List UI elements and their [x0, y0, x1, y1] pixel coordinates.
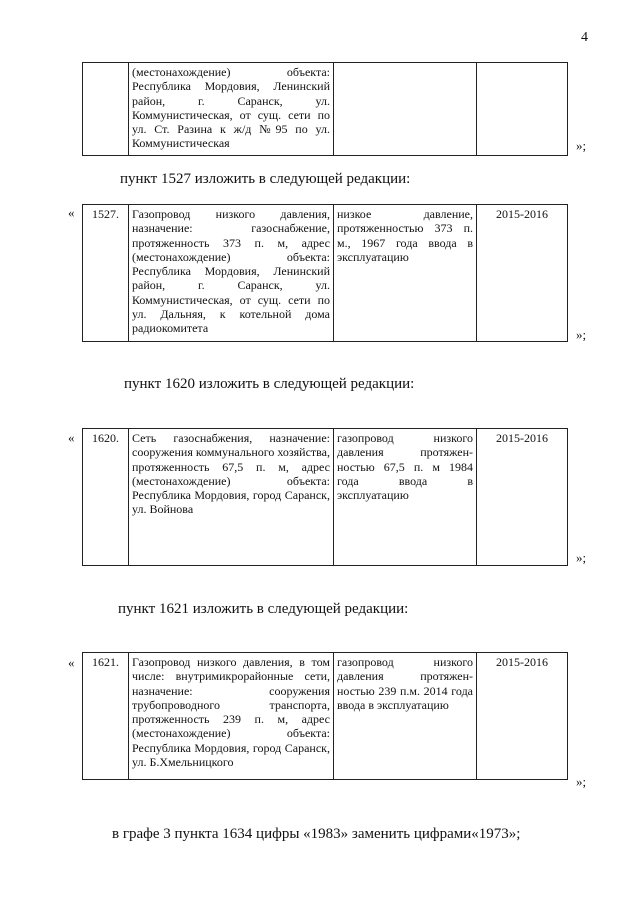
closing-quote: »;: [576, 550, 587, 565]
closing-quote: »;: [576, 327, 587, 342]
object-name-cell: Газопровод низкого давления, назначение: газоснабжение, протяженность 373 п. м, адрес (местонахождение) объекта: Республика Мордовия, Ленинский район, г. Саранск, ул. Коммунистическая, от сущ. сети по ул. Дальняя, к котельной дома радиокомитета: [129, 205, 334, 342]
item-number-cell: 1527.: [83, 205, 129, 342]
item-number-cell: [83, 63, 129, 156]
register-table-1620: [82, 428, 568, 566]
years-cell: 2015-2016: [477, 653, 568, 780]
years-cell: 2015-2016: [477, 205, 568, 342]
instruction-paragraph-1620: пункт 1620 изложить в следующей редакции:: [124, 376, 415, 392]
object-description-cell: низкое давление, протяженностью 373 п. м., 1967 года ввода в эксплуатацию: [334, 205, 477, 342]
table-row: [83, 205, 568, 342]
opening-quote: «: [68, 655, 75, 670]
item-number-cell: 1620.: [83, 429, 129, 566]
opening-quote: «: [68, 430, 75, 445]
object-description-cell: [334, 63, 477, 156]
object-name-cell: (местонахождение) объекта: Республика Мордовия, Ленинский район, г. Саранск, ул. Коммунистическая, от сущ. сети по ул. Ст. Разина к ж/д №95 по ул. Коммунистическая: [129, 63, 334, 156]
table-row: [83, 653, 568, 780]
years-cell: [477, 63, 568, 156]
object-description-cell: газопровод низкого давления протяжен-ностью 67,5 п. м 1984 года ввода в эксплуатацию: [334, 429, 477, 566]
object-description-cell: газопровод низкого давления протяжен-ностью 239 п.м. 2014 года ввода в эксплуатацию: [334, 653, 477, 780]
years-cell: 2015-2016: [477, 429, 568, 566]
object-name-cell: Газопровод низкого давления, в том числе: внутримикрорайонные сети, назначение: сооружения трубопроводного транспорта, протяженность 239 п. м, адрес (местонахождение) объекта: Республика Мордовия, город Саранск, ул. Б.Хмельницкого: [129, 653, 334, 780]
instruction-paragraph-1527: пункт 1527 изложить в следующей редакции:: [120, 171, 411, 187]
instruction-paragraph-1621: пункт 1621 изложить в следующей редакции:: [118, 601, 409, 617]
instruction-paragraph-1634: в графе 3 пункта 1634 цифры «1983» заменить цифрами«1973»;: [112, 826, 521, 842]
object-name-cell: Сеть газоснабжения, назначение: сооружения коммунального хозяйства, протяженность 67,5 п. м, адрес (местонахождение) объекта: Республика Мордовия, город Саранск, ул. Войнова: [129, 429, 334, 566]
closing-quote: »;: [576, 774, 587, 789]
page-number: 4: [581, 30, 588, 45]
item-number-cell: 1621.: [83, 653, 129, 780]
register-table-1527: [82, 204, 568, 342]
closing-quote: »;: [576, 138, 587, 153]
table-row: [83, 429, 568, 566]
register-table-continued: [82, 62, 568, 156]
table-row: [83, 63, 568, 156]
register-table-1621: [82, 652, 568, 780]
opening-quote: «: [68, 205, 75, 220]
